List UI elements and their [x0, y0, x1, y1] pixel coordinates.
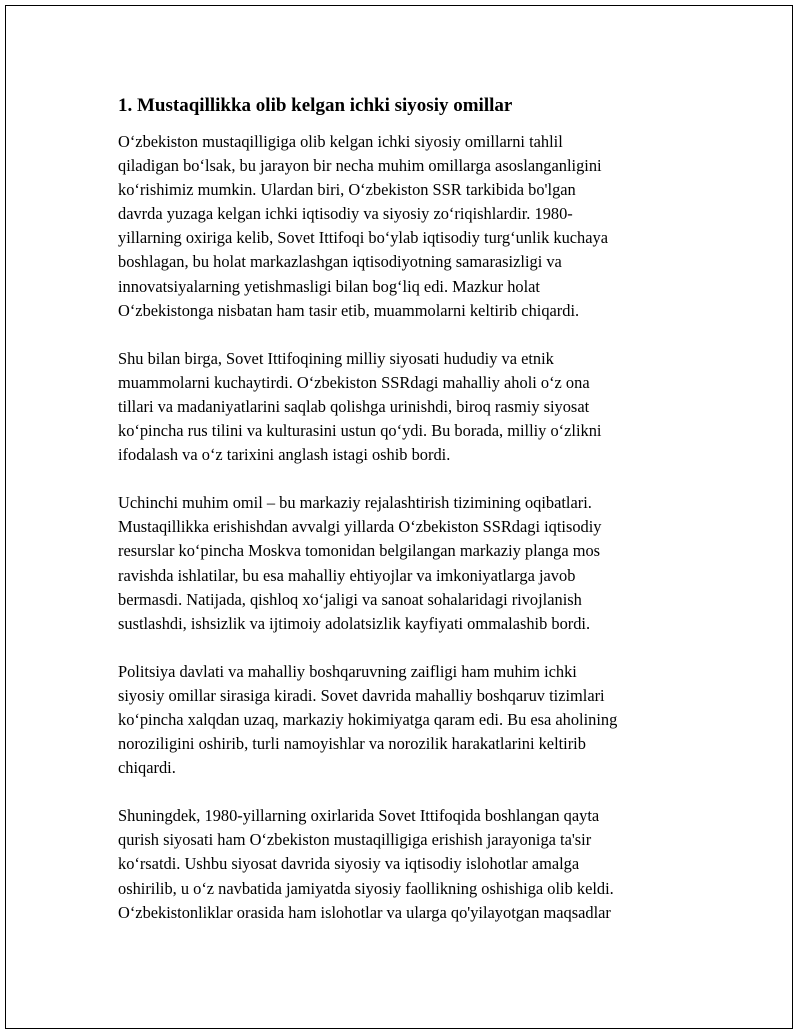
text-line: Uchinchi muhim omil – bu markaziy rejalashtirish tizimining oqibatlari. — [118, 493, 592, 513]
text-line: noroziligini oshirib, turli namoyishlar va norozilik harakatlarini keltirib — [118, 734, 586, 754]
text-line: boshlagan, bu holat markazlashgan iqtisodiyotning samarasizligi va — [118, 252, 562, 272]
text-line: ifodalash va o‘z tarixini anglash istagi oshib bordi. — [118, 445, 451, 465]
text-line: tillari va madaniyatlarini saqlab qolishga urinishdi, biroq rasmiy siyosat — [118, 396, 590, 416]
text-line: Politsiya davlati va mahalliy boshqaruvning zaifligi ham muhim ichki — [118, 661, 577, 681]
text-line: muammolarni kuchaytirdi. O‘zbekiston SSRdagi mahalliy aholi o‘z ona — [118, 372, 590, 392]
paragraph-2 — [118, 347, 688, 467]
text-line: O‘zbekistonliklar orasida ham islohotlar va ularga qo'yilayotgan maqsadlar — [118, 902, 611, 922]
text-line: ko‘rsatdi. Ushbu siyosat davrida siyosiy va iqtisodiy islohotlar amalga — [118, 854, 580, 874]
text-line: oshirilib, u o‘z navbatida jamiyatda siyosiy faollikning oshishiga olib keldi. — [118, 878, 614, 898]
text-line: O‘zbekiston mustaqilligiga olib kelgan ichki siyosiy omillarni tahlil — [118, 132, 563, 151]
text-line: O‘zbekistonga nisbatan ham tasir etib, muammolarni keltirib chiqardi. — [118, 300, 580, 320]
text-line: Shuningdek, 1980-yillarning oxirlarida Sovet Ittifoqida boshlangan qayta — [118, 806, 600, 826]
text-line: Mustaqillikka erishishdan avvalgi yillarda O‘zbekiston SSRdagi iqtisodiy — [118, 517, 602, 537]
paragraph-1 — [118, 130, 688, 323]
text-line: qiladigan bo‘lsak, bu jarayon bir necha muhim omillarga asoslanganligini — [118, 156, 602, 176]
section-heading: 1. Mustaqillikka olib kelgan ichki siyosiy omillar — [118, 95, 513, 116]
paragraph-5 — [118, 804, 688, 924]
text-line: chiqardi. — [118, 758, 176, 778]
text-line: ko‘pincha xalqdan uzaq, markaziy hokimiyatga qaram edi. Bu esa aholining — [118, 709, 618, 729]
text-line: qurish siyosati ham O‘zbekiston mustaqilligiga erishish jarayoniga ta'sir — [118, 830, 592, 850]
text-line: siyosiy omillar sirasiga kiradi. Sovet davrida mahalliy boshqaruv tizimlari — [118, 685, 605, 705]
text-line: bermasdi. Natijada, qishloq xo‘jaligi va sanoat sohalaridagi rivojlanish — [118, 589, 582, 609]
paragraph-4 — [118, 660, 688, 780]
text-line: yillarning oxiriga kelib, Sovet Ittifoqi bo‘ylab iqtisodiy turg‘unlik kuchaya — [118, 228, 608, 248]
text-line: ko‘pincha rus tilini va kulturasini ustun qo‘ydi. Bu borada, milliy o‘zlikni — [118, 421, 602, 441]
paragraph-3 — [118, 491, 688, 636]
text-line: ravishda ishlatilar, bu esa mahalliy ehtiyojlar va imkoniyatlarga javob — [118, 565, 576, 585]
text-line: sustlashdi, ishsizlik va ijtimoiy adolatsizlik kayfiyati ommalashib bordi. — [118, 613, 591, 633]
document-body — [118, 94, 688, 949]
text-line: Shu bilan birga, Sovet Ittifoqining milliy siyosati hududiy va etnik — [118, 348, 554, 368]
text-line: davrda yuzaga kelgan ichki iqtisodiy va siyosiy zo‘riqishlardir. 1980- — [118, 204, 573, 224]
text-line: resurslar ko‘pincha Moskva tomonidan belgilangan markaziy planga mos — [118, 541, 601, 561]
text-line: ko‘rishimiz mumkin. Ulardan biri, O‘zbekiston SSR tarkibida bo'lgan — [118, 180, 576, 200]
text-line: innovatsiyalarning yetishmasligi bilan bog‘liq edi. Mazkur holat — [118, 276, 540, 296]
